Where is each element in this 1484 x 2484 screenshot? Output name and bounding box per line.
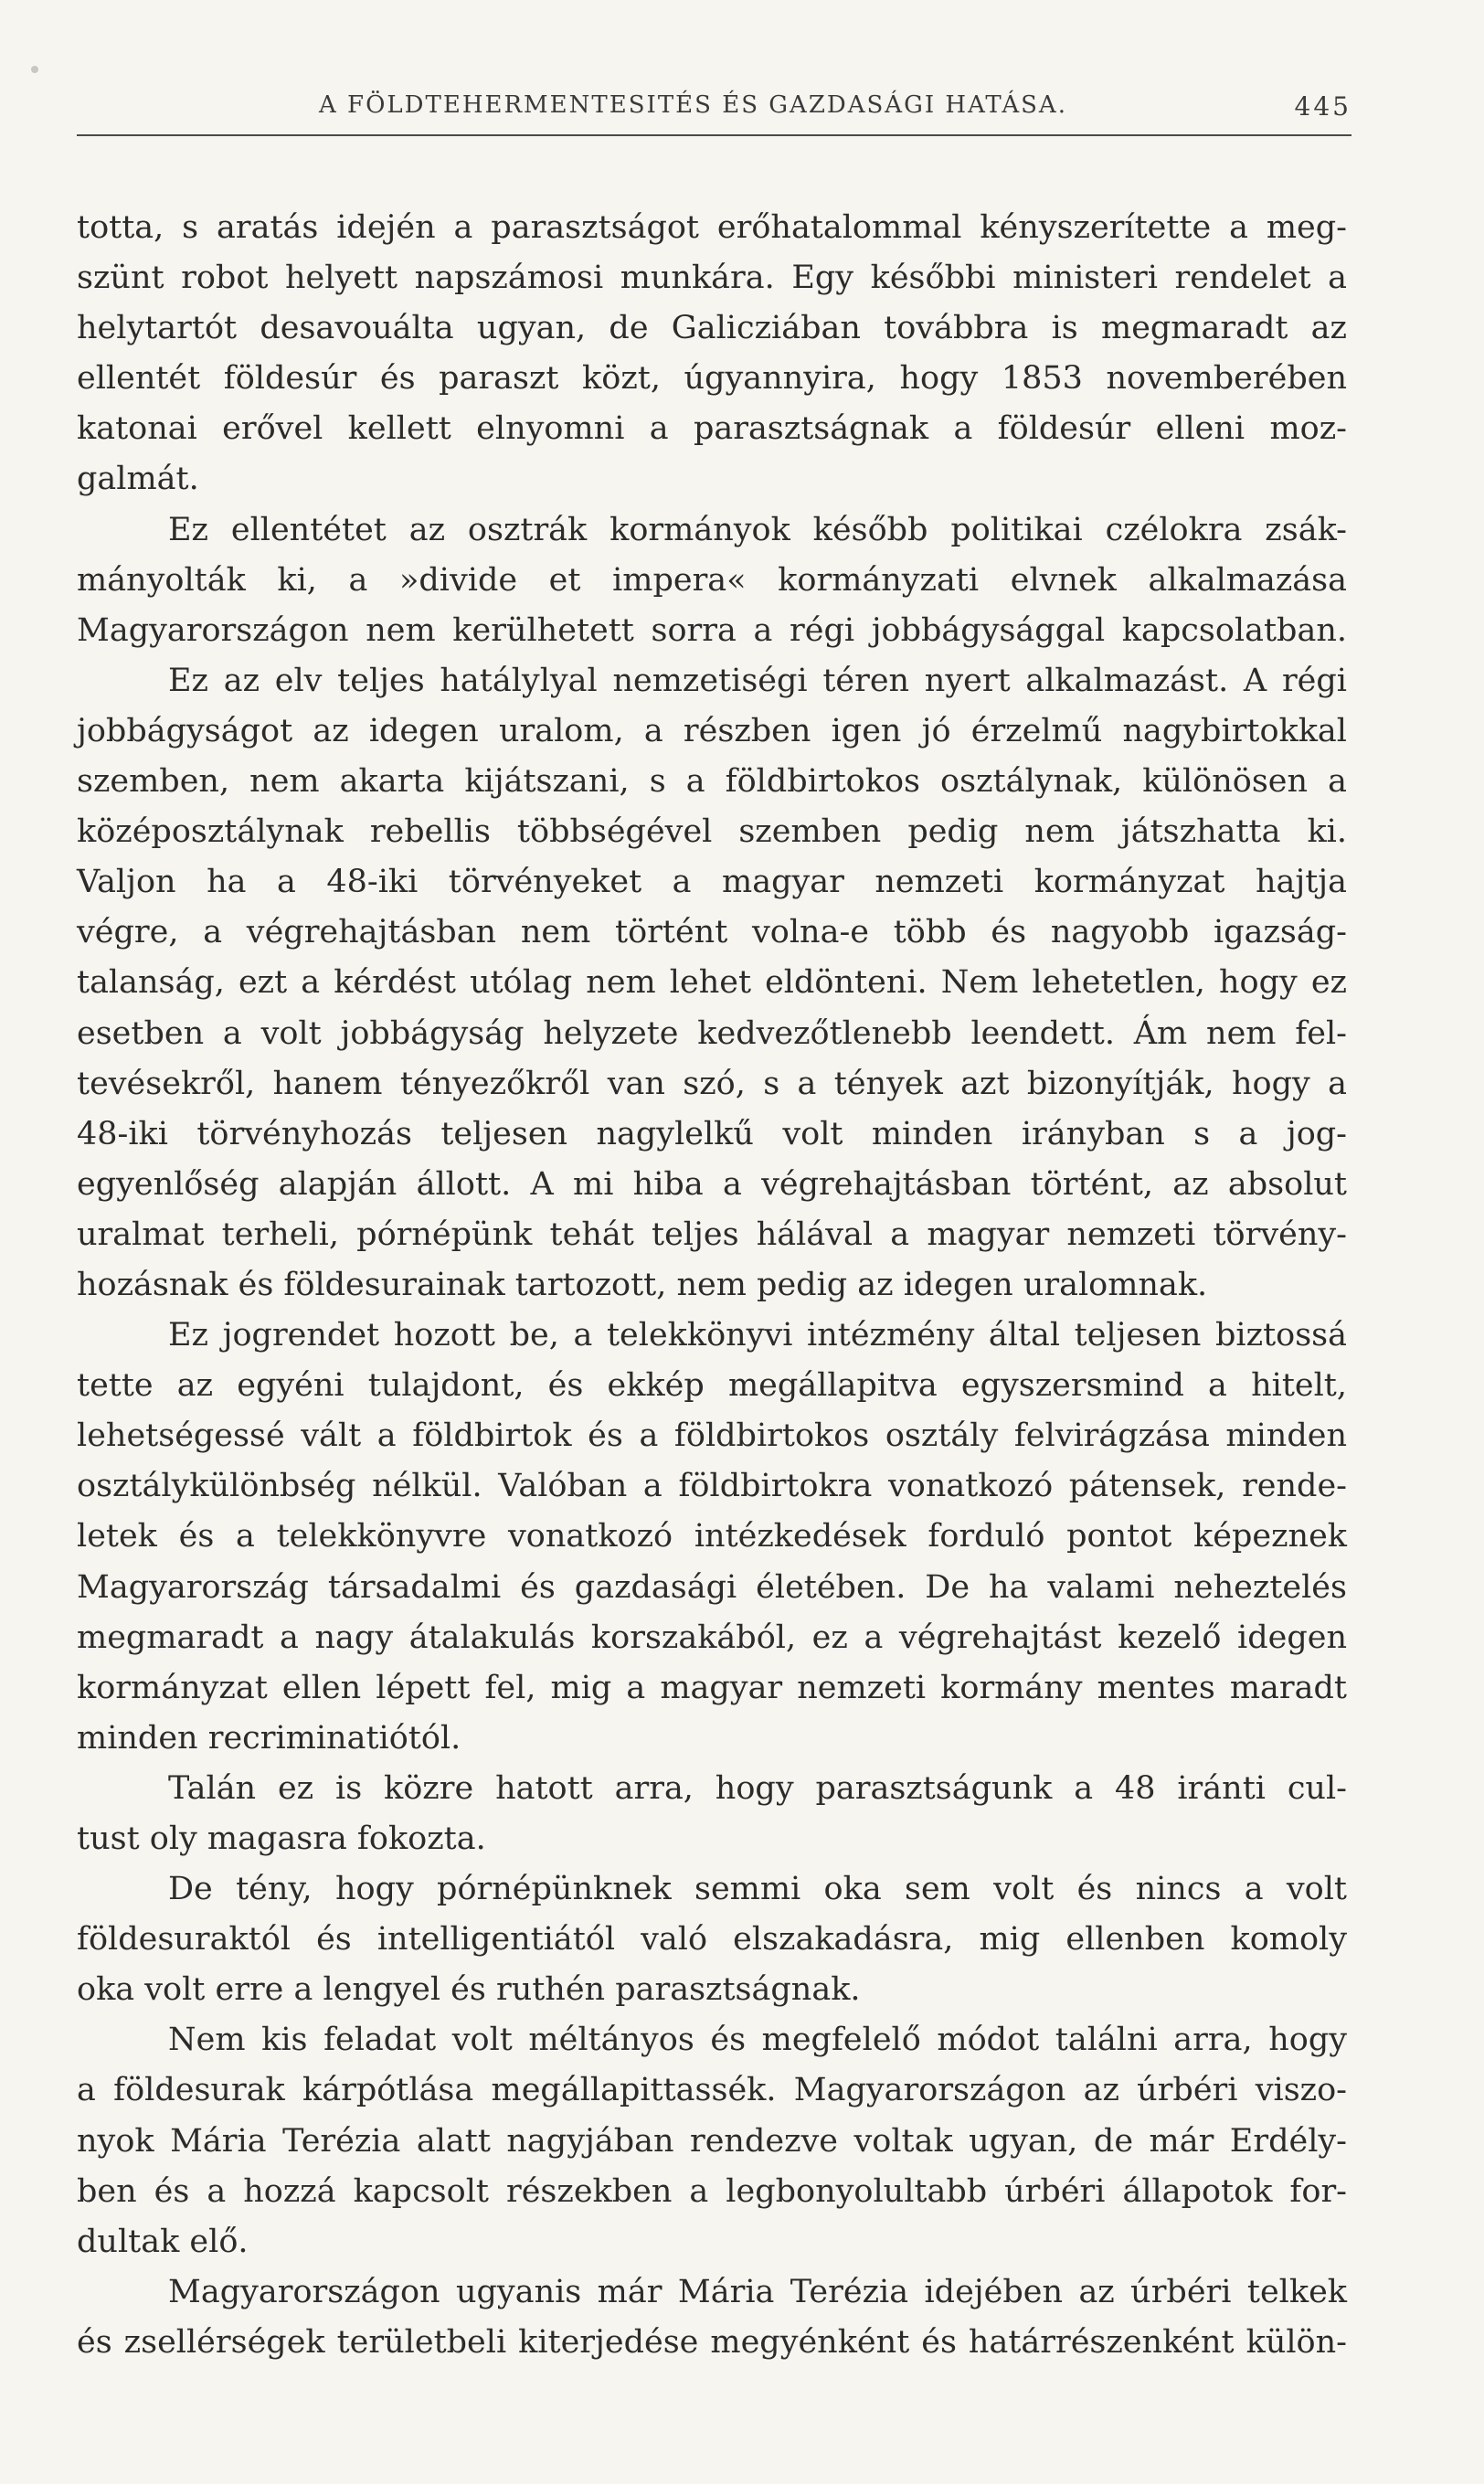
page-number: 445 (1294, 91, 1352, 122)
text-line: Ez az elv teljes hatálylyal nemzetiségi téren nyert alkalmazást. A régi (168, 662, 1347, 699)
text-line: Valjon ha a 48-iki törvényeket a magyar nemzeti kormányzat hajtja (77, 864, 1347, 901)
text-line: oka volt erre a lengyel és ruthén parasztságnak. (77, 1971, 861, 2009)
text-line: Talán ez is közre hatott arra, hogy parasztságunk a 48 iránti cul- (168, 1769, 1347, 1807)
text-line: ben és a hozzá kapcsolt részekben a legbonyolultabb úrbéri állapotok for- (77, 2172, 1347, 2210)
text-line: Ez jogrendet hozott be, a telekkönyvi intézmény által teljesen biztossá (168, 1317, 1347, 1354)
text-line: esetben a volt jobbágyság helyzete kedvezőtlenebb leendett. Ám nem fel- (77, 1014, 1347, 1052)
page-header (77, 91, 1352, 128)
text-line: totta, s aratás idején a parasztságot erőhatalommal kényszerítette a meg- (77, 209, 1347, 246)
text-line: letek és a telekkönyvre vonatkozó intézkedések forduló pontot képeznek (77, 1518, 1347, 1555)
text-line: De tény, hogy pórnépünknek semmi oka sem volt és nincs a volt (168, 1871, 1347, 1908)
text-line: és zsellérségek területbeli kiterjedése megyénként és határrészenként külön- (77, 2323, 1347, 2361)
text-line: jobbágyságot az idegen uralom, a részben igen jó érzelmű nagybirtokkal (77, 712, 1347, 749)
text-line: egyenlőség alapján állott. A mi hiba a végrehajtásban történt, az absolut (77, 1165, 1347, 1203)
text-line: szünt robot helyett napszámosi munkára. Egy későbbi ministeri rendelet a (77, 260, 1347, 297)
text-line: katonai erővel kellett elnyomni a parasztságnak a földesúr elleni moz- (77, 410, 1347, 448)
text-line: Magyarországon ugyanis már Mária Terézia idejében az úrbéri telkek (168, 2273, 1347, 2310)
text-line: végre, a végrehajtásban nem történt volna-e több és nagyobb igazság- (77, 914, 1347, 951)
page-speck (31, 66, 38, 73)
text-line: dultak elő. (77, 2223, 249, 2260)
text-line: szemben, nem akarta kijátszani, s a földbirtokos osztálynak, különösen a (77, 763, 1347, 801)
text-line: mányolták ki, a »divide et impera« kormányzati elvnek alkalmazása (77, 561, 1347, 599)
text-line: a földesurak kárpótlása megállapittassék. Magyarországon az úrbéri viszo- (77, 2072, 1347, 2109)
text-line: középosztálynak rebellis többségével szemben pedig nem játszhatta ki. (77, 813, 1347, 851)
text-line: megmaradt a nagy átalakulás korszakából, ez a végrehajtást kezelő idegen (77, 1619, 1347, 1656)
text-line: uralmat terheli, pórnépünk tehát teljes hálával a magyar nemzeti törvény- (77, 1215, 1347, 1253)
text-line: 48-iki törvényhozás teljesen nagylelkű volt minden irányban s a jog- (77, 1115, 1347, 1152)
text-line: hozásnak és földesurainak tartozott, nem pedig az idegen uralomnak. (77, 1266, 1208, 1303)
text-line: galmát. (77, 461, 199, 498)
header-rule (77, 134, 1352, 136)
running-head: A FÖLDTEHERMENTESITÉS ÉS GAZDASÁGI HATÁSA. (319, 91, 1067, 119)
text-line: minden recriminatiótól. (77, 1719, 461, 1757)
text-line: talanság, ezt a kérdést utólag nem lehet eldönteni. Nem lehetetlen, hogy ez (77, 964, 1347, 1002)
text-line: nyok Mária Terézia alatt nagyjában rendezve voltak ugyan, de már Erdély- (77, 2122, 1347, 2160)
text-line: helytartót desavouálta ugyan, de Galicziában továbbra is megmaradt az (77, 310, 1347, 347)
text-line: lehetségessé vált a földbirtok és a földbirtokos osztály felvirágzása minden (77, 1417, 1347, 1455)
text-line: ellentét földesúr és paraszt közt, úgyannyira, hogy 1853 novemberében (77, 360, 1347, 398)
text-line: kormányzat ellen lépett fel, mig a magyar nemzeti kormány mentes maradt (77, 1669, 1347, 1706)
text-line: Magyarországon nem kerülhetett sorra a régi jobbágysággal kapcsolatban. (77, 611, 1347, 649)
text-line: tust oly magasra fokozta. (77, 1821, 486, 1857)
body-text (77, 203, 1347, 2368)
text-line: Ez ellentétet az osztrák kormányok később politikai czélokra zsák- (168, 511, 1347, 548)
text-line: Magyarország társadalmi és gazdasági életében. De ha valami neheztelés (77, 1568, 1347, 1606)
text-line: Nem kis feladat volt méltányos és megfelelő módot találni arra, hogy (168, 2022, 1347, 2059)
text-line: tevésekről, hanem tényezőkről van szó, s a tények azt bizonyítják, hogy a (77, 1065, 1347, 1102)
text-line: földesuraktól és intelligentiától való elszakadásra, mig ellenben komoly (77, 1921, 1347, 1959)
text-line: osztálykülönbség nélkül. Valóban a földbirtokra vonatkozó pátensek, rende- (77, 1468, 1347, 1505)
text-line: tette az egyéni tulajdont, és ekkép megállapitva egyszersmind a hitelt, (77, 1367, 1347, 1405)
